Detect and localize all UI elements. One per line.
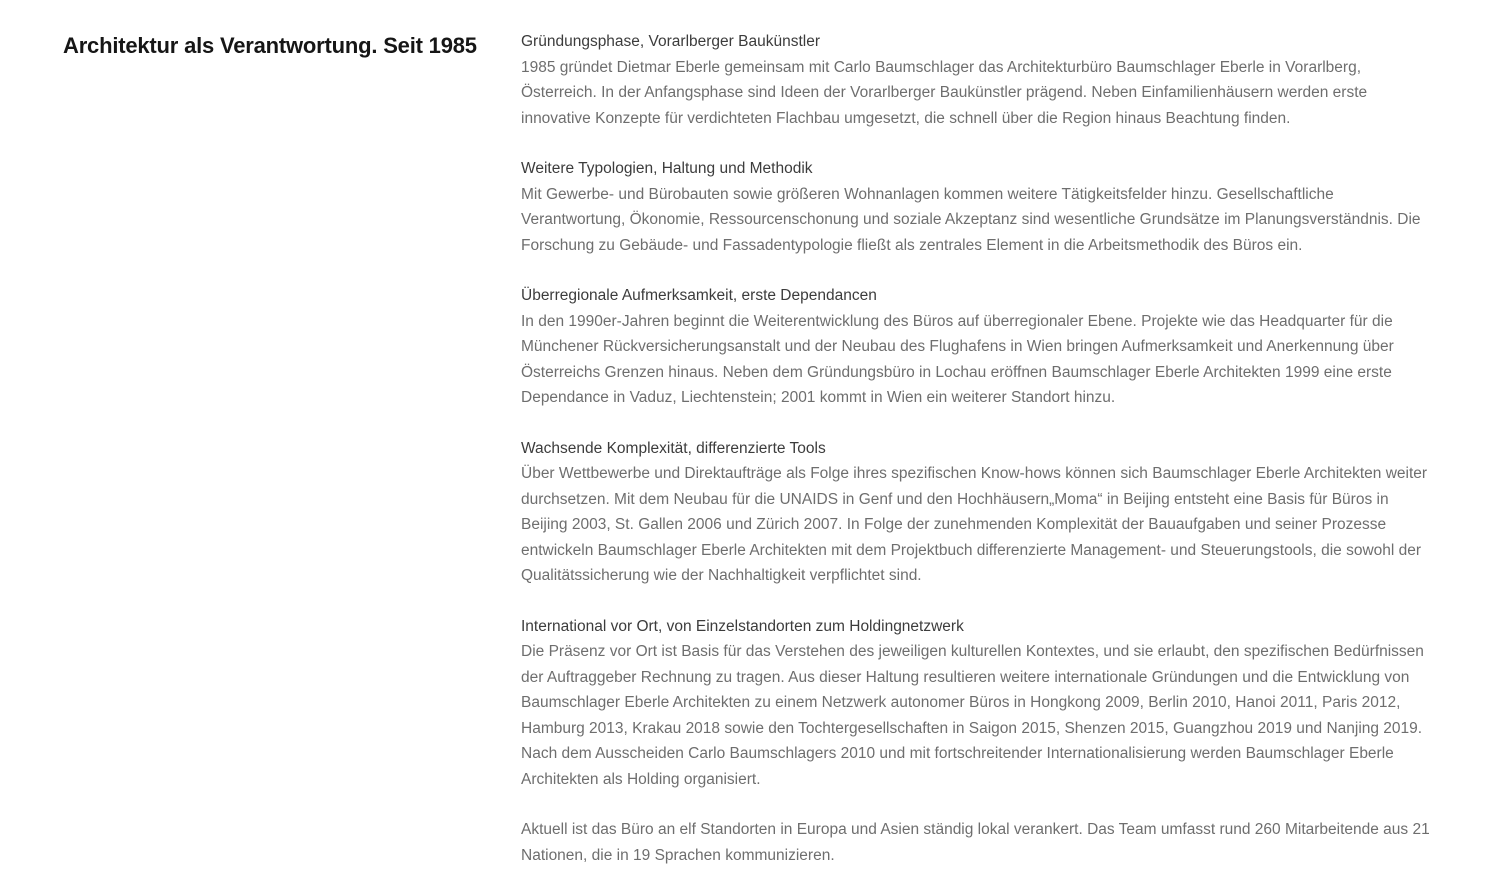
section-typologien <box>521 156 1432 258</box>
section-aktuell <box>521 817 1432 868</box>
section-heading: Wachsende Komplexität, differenzierte Tools <box>521 439 826 457</box>
section-international-vor-ort <box>521 614 1432 793</box>
history-content <box>521 0 1432 868</box>
section-ueberregionale-aufmerksamkeit <box>521 283 1432 411</box>
section-heading: International vor Ort, von Einzelstandorten zum Holdingnetzwerk <box>521 617 964 635</box>
section-heading: Gründungsphase, Vorarlberger Baukünstler <box>521 33 820 50</box>
section-body: Über Wettbewerbe und Direktaufträge als Folge ihres spezifischen Know-hows können sich Baumschlager Eberle Architekten weiter durchsetzen. Mit dem Neubau für die UNAIDS in Genf und den Hochhäusern„Moma“ in Beijing entsteht eine Basis für Büros in Beijing 2003, St. Gallen 2006 und Zürich 2007. In Folge der zunehmenden Komplexität der Bauaufgaben und seiner Prozesse entwickeln Baumschlager Eberle Architekten mit dem Projektbuch differenzierte Management- und Steuerungstools, die sowohl der Qualitätssicherung wie der Nachhaltigkeit verpflichtet sind. <box>521 465 1428 584</box>
section-gruendungsphase <box>521 29 1432 131</box>
closing-paragraph: Aktuell ist das Büro an elf Standorten in Europa und Asien ständig lokal verankert. Das Team umfasst rund 260 Mitarbeitende aus 21 Nationen, die in 19 Sprachen kommunizieren. <box>521 821 1430 864</box>
title-column <box>0 0 521 61</box>
section-body: 1985 gründet Dietmar Eberle gemeinsam mit Carlo Baumschlager das Architekturbüro Baumschlager Eberle in Vorarlberg, Österreich. In der Anfangsphase sind Ideen der Vorarlberger Baukünstler prägend. Neben Einfamilienhäusern werden erste innovative Konzepte für verdichteten Flachbau umgesetzt, die schnell über die Region hinaus Beachtung finden. <box>521 58 1368 127</box>
section-heading: Überregionale Aufmerksamkeit, erste Dependancen <box>521 287 877 304</box>
section-wachsende-komplexitaet <box>521 436 1432 589</box>
section-heading: Weitere Typologien, Haltung und Methodik <box>521 160 813 177</box>
page-title: Architektur als Verantwortung. Seit 1985 <box>63 33 477 58</box>
section-body: Die Präsenz vor Ort ist Basis für das Verstehen des jeweiligen kulturellen Kontextes, und sie erlaubt, den spezifischen Bedürfnissen der Auftraggeber Rechnung zu tragen. Aus dieser Haltung resultieren weitere internationale Gründungen und die Entwicklung von Baumschlager Eberle Architekten zu einem Netzwerk autonomer Büros in Hongkong 2009, Berlin 2010, Hanoi 2011, Paris 2012, Hamburg 2013, Krakau 2018 sowie den Tochtergesellschaften in Saigon 2015, Shenzen 2015, Guangzhou 2019 und Nanjing 2019. Nach dem Ausscheiden Carlo Baumschlagers 2010 und mit fortschreitender Internationalisierung werden Baumschlager Eberle Architekten als Holding organisiert. <box>521 643 1424 788</box>
section-body: In den 1990er-Jahren beginnt die Weiterentwicklung des Büros auf überregionaler Ebene. Projekte wie das Headquarter für die Münchener Rückversicherungsanstalt und der Neubau des Flughafens in Wien bringen Aufmerksamkeit und Anerkennung über Österreichs Grenzen hinaus. Neben dem Gründungsbüro in Lochau eröffnen Baumschlager Eberle Architekten 1999 eine erste Dependance in Vaduz, Liechtenstein; 2001 kommt in Wien ein weiterer Standort hinzu. <box>521 312 1394 406</box>
section-body: Mit Gewerbe- und Bürobauten sowie größeren Wohnanlagen kommen weitere Tätigkeitsfelder hinzu. Gesellschaftliche Verantwortung, Ökonomie, Ressourcenschonung und soziale Akzeptanz sind wesentliche Grundsätze im Planungsverständnis. Die Forschung zu Gebäude- und Fassadentypologie fließt als zentrales Element in die Arbeitsmethodik des Büros ein. <box>521 185 1421 254</box>
